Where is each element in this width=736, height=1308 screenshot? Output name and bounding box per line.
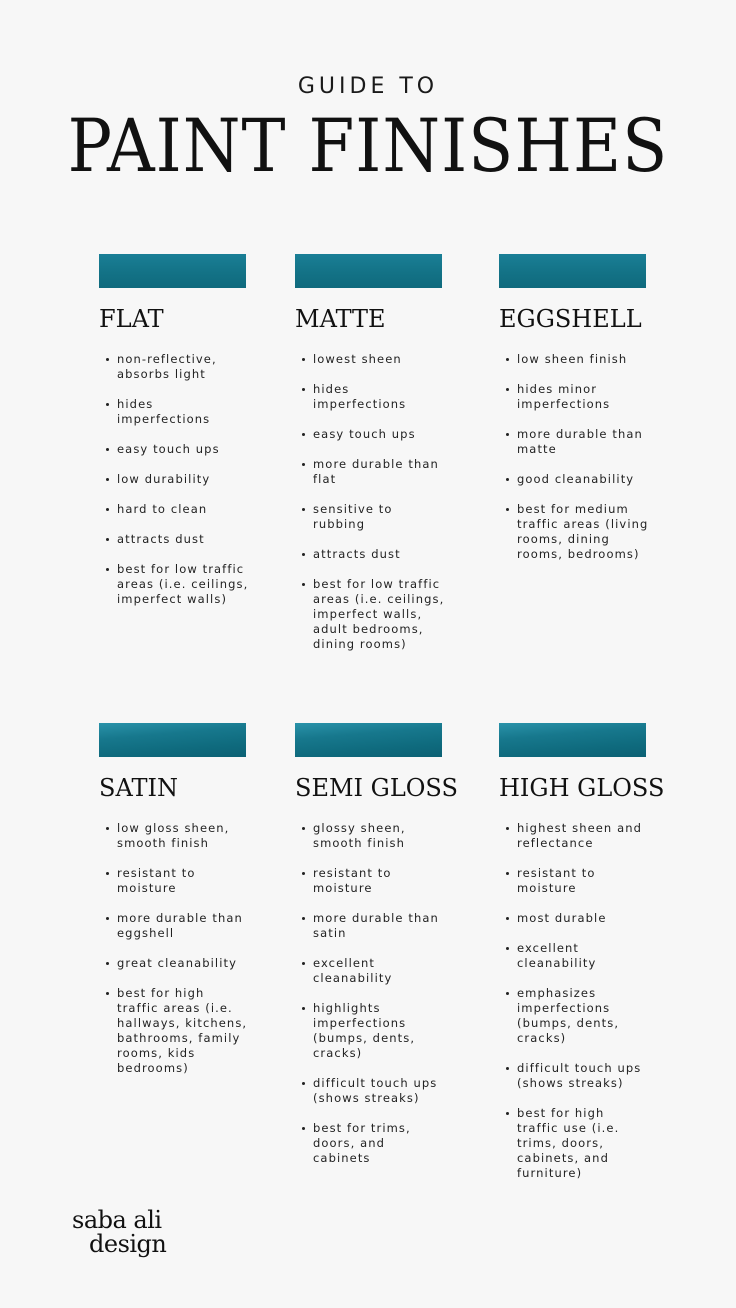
finish-card-eggshell bbox=[499, 254, 669, 561]
list-item: best for low traffic areas (i.e. ceilings, imperfect walls, adult bedrooms, dining rooms) bbox=[295, 577, 445, 652]
guide-subtitle: GUIDE TO bbox=[297, 74, 439, 99]
list-item: hard to clean bbox=[99, 502, 249, 517]
list-item: difficult touch ups (shows streaks) bbox=[295, 1076, 445, 1106]
paint-swatch-flat bbox=[99, 254, 246, 288]
list-item: most durable bbox=[499, 911, 649, 926]
list-item: highlights imperfections (bumps, dents, cracks) bbox=[295, 1001, 445, 1061]
list-item: low sheen finish bbox=[499, 352, 649, 367]
finish-properties-eggshell bbox=[499, 352, 649, 577]
finish-name-high-gloss: HIGH GLOSS bbox=[499, 774, 665, 802]
list-item: excellent cleanability bbox=[295, 956, 445, 986]
list-item: excellent cleanability bbox=[499, 941, 649, 971]
list-item: glossy sheen, smooth finish bbox=[295, 821, 445, 851]
list-item: low durability bbox=[99, 472, 249, 487]
list-item: best for high traffic areas (i.e. hallways, kitchens, bathrooms, family rooms, kids bedrooms) bbox=[99, 986, 249, 1076]
list-item: lowest sheen bbox=[295, 352, 445, 367]
list-item: sensitive to rubbing bbox=[295, 502, 445, 532]
finish-properties-satin bbox=[99, 821, 249, 1091]
paint-swatch-eggshell bbox=[499, 254, 646, 288]
finish-card-matte bbox=[295, 254, 465, 651]
finish-card-high-gloss bbox=[499, 723, 669, 1180]
paint-swatch-semi-gloss bbox=[295, 723, 442, 757]
list-item: good cleanability bbox=[499, 472, 649, 487]
list-item: hides imperfections bbox=[295, 382, 445, 412]
list-item: hides minor imperfections bbox=[499, 382, 649, 412]
paint-swatch-matte bbox=[295, 254, 442, 288]
brand-logo bbox=[72, 1208, 166, 1256]
list-item: easy touch ups bbox=[99, 442, 249, 457]
logo-line-1: saba ali bbox=[72, 1206, 162, 1234]
list-item: non-reflective, absorbs light bbox=[99, 352, 249, 382]
list-item: low gloss sheen, smooth finish bbox=[99, 821, 249, 851]
finish-card-semi-gloss bbox=[295, 723, 465, 1165]
finish-name-flat: FLAT bbox=[99, 305, 164, 333]
list-item: difficult touch ups (shows streaks) bbox=[499, 1061, 649, 1091]
finish-properties-semi-gloss bbox=[295, 821, 445, 1181]
list-item: resistant to moisture bbox=[99, 866, 249, 896]
list-item: best for trims, doors, and cabinets bbox=[295, 1121, 445, 1166]
list-item: attracts dust bbox=[295, 547, 445, 562]
list-item: resistant to moisture bbox=[499, 866, 649, 896]
finish-card-satin bbox=[99, 723, 269, 1075]
list-item: best for medium traffic areas (living rooms, dining rooms, bedrooms) bbox=[499, 502, 649, 562]
paint-swatch-satin bbox=[99, 723, 246, 757]
finish-card-flat bbox=[99, 254, 269, 606]
page-title: PAINT FINISHES bbox=[67, 104, 669, 189]
finish-properties-flat bbox=[99, 352, 249, 622]
list-item: hides imperfections bbox=[99, 397, 249, 427]
finish-name-eggshell: EGGSHELL bbox=[499, 305, 642, 333]
finish-name-satin: SATIN bbox=[99, 774, 178, 802]
list-item: more durable than matte bbox=[499, 427, 649, 457]
list-item: emphasizes imperfections (bumps, dents, cracks) bbox=[499, 986, 649, 1046]
paint-swatch-high-gloss bbox=[499, 723, 646, 757]
list-item: more durable than eggshell bbox=[99, 911, 249, 941]
list-item: best for low traffic areas (i.e. ceilings, imperfect walls) bbox=[99, 562, 249, 607]
finish-properties-matte bbox=[295, 352, 445, 667]
list-item: more durable than flat bbox=[295, 457, 445, 487]
list-item: best for high traffic use (i.e. trims, doors, cabinets, and furniture) bbox=[499, 1106, 649, 1181]
list-item: more durable than satin bbox=[295, 911, 445, 941]
finish-properties-high-gloss bbox=[499, 821, 649, 1196]
list-item: resistant to moisture bbox=[295, 866, 445, 896]
list-item: attracts dust bbox=[99, 532, 249, 547]
logo-line-2: design bbox=[89, 1230, 167, 1258]
finish-name-semi-gloss: SEMI GLOSS bbox=[295, 774, 458, 802]
list-item: great cleanability bbox=[99, 956, 249, 971]
list-item: highest sheen and reflectance bbox=[499, 821, 649, 851]
list-item: easy touch ups bbox=[295, 427, 445, 442]
finish-name-matte: MATTE bbox=[295, 305, 386, 333]
